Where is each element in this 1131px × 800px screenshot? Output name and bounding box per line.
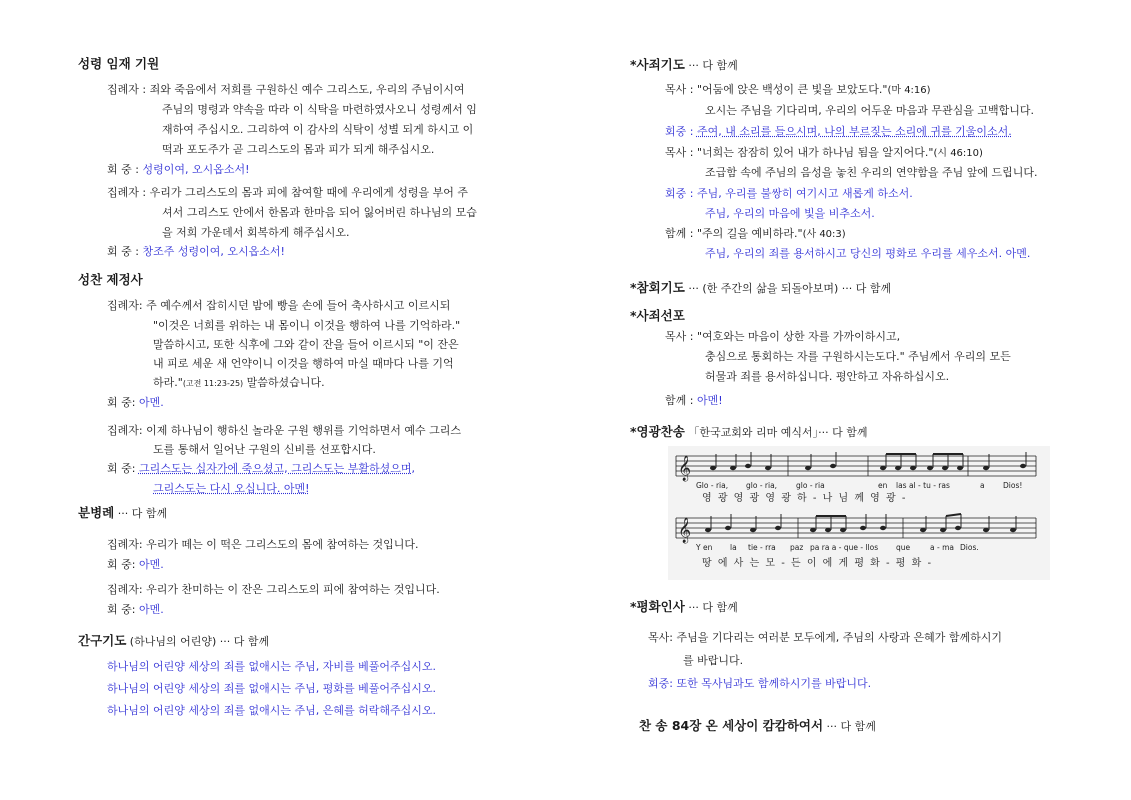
celebrant-line: 내 피로 세운 새 언약이니 이것을 행하여 마실 때마다 나를 기억	[153, 357, 454, 370]
lyric: Dios.	[960, 543, 979, 552]
pastor-line: 충심으로 통회하는 자를 구원하시는도다." 주님께서 우리의 모든	[705, 350, 1011, 363]
section-subtitle: 「한국교회와 리마 예식서」··· 다 함께	[684, 426, 868, 439]
section-title-repentance	[630, 278, 891, 296]
section-subtitle: ··· 다 함께	[684, 601, 738, 614]
section-subtitle: ··· (한 주간의 삶을 되돌아보며) ··· 다 함께	[684, 282, 892, 295]
pastor-line	[665, 82, 931, 99]
celebrant-line: 집례자: 우리가 찬미하는 이 잔은 그리스도의 피에 참여하는 것입니다.	[107, 583, 440, 596]
congregation-response	[107, 244, 285, 260]
line-text: 하라."	[153, 376, 183, 389]
lyric: glo - ria,	[746, 481, 778, 490]
pastor-line: 조급함 속에 주님의 음성을 놓친 우리의 연약함을 주님 앞에 드립니다.	[705, 166, 1038, 179]
section-title-text: 간구기도	[78, 633, 127, 648]
response-label: 회 중:	[107, 558, 139, 571]
section-subtitle: ··· 다 함께	[823, 720, 876, 733]
celebrant-line: 집례자: 주 예수께서 잡히시던 밤에 빵을 손에 들어 축사하시고 이르시되	[107, 299, 451, 312]
lyric: a - ma	[930, 543, 954, 552]
section-title-fraction	[78, 503, 167, 521]
line-text: 목사 : "너희는 잠잠히 있어 내가 하나님 됨을 알지어다."	[665, 146, 934, 159]
line-text: 목사 : "어둠에 앉은 백성이 큰 빛을 보았도다."	[665, 83, 888, 96]
section-title-gloria	[630, 422, 867, 440]
prayer-line: 하나님의 어린양 세상의 죄를 없애시는 주님, 은혜를 허락해주십시오.	[107, 704, 436, 717]
celebrant-line: 집례자: 우리가 떼는 이 떡은 그리스도의 몸에 참여하는 것입니다.	[107, 538, 419, 551]
celebrant-line: "이것은 너희를 위하는 내 몸이니 이것을 행하여 나를 기억하라."	[153, 319, 461, 332]
scripture-reference: (고전 11:23-25)	[182, 379, 244, 388]
lyric: las al - tu - ras	[896, 481, 950, 490]
scripture-reference: (마 4:16)	[887, 85, 931, 96]
pastor-line: 목사: 주님을 기다리는 여러분 모두에게, 주님의 사랑과 은혜가 함께하시기	[648, 631, 1002, 644]
celebrant-line: 을 저희 가운데서 회복하게 해주십시오.	[162, 226, 350, 239]
response-label: 회 중 :	[107, 245, 143, 258]
celebrant-line	[153, 375, 325, 392]
pastor-line: 허물과 죄를 용서하십니다. 평안하고 자유하십시오.	[705, 370, 950, 383]
staff-row-1	[676, 456, 1036, 476]
line-text: 말씀하셨습니다.	[243, 376, 325, 389]
congregation-response	[107, 461, 415, 477]
lyric: Glo - ria,	[696, 481, 729, 490]
response-label: 함께 :	[665, 394, 697, 407]
section-title-text: *평화인사	[630, 599, 685, 614]
congregation-response	[107, 162, 250, 178]
section-title-peace	[630, 597, 738, 615]
response-label: 회중 :	[665, 187, 697, 200]
latin-lyrics-row-1	[696, 481, 1022, 490]
congregation-response	[648, 676, 871, 692]
pastor-line: 목사 : "여호와는 마음이 상한 자를 가까이하시고,	[665, 330, 901, 343]
pastor-line: 를 바랍니다.	[683, 654, 744, 667]
gloria-music-score	[668, 446, 1050, 580]
lyric: glo - ria	[796, 481, 825, 490]
response-text: 그리스도는 십자가에 죽으셨고, 그리스도는 부활하셨으며,	[138, 462, 415, 475]
response-text: 주님, 우리를 불쌍히 여기시고 새롭게 하소서.	[696, 187, 913, 200]
treble-clef-icon: 𝄞	[678, 456, 692, 481]
response-text: 그리스도는 다시 오십니다. 아멘!	[153, 482, 310, 495]
response-text: 주님, 우리의 죄를 용서하시고 당신의 평화로 우리를 세우소서. 아멘.	[705, 247, 1031, 260]
congregation-response	[107, 602, 164, 618]
congregation-response	[665, 124, 1012, 140]
prayer-line: 하나님의 어린양 세상의 죄를 없애시는 주님, 평화를 베풀어주십시오.	[107, 682, 436, 695]
section-title-text: 분병례	[78, 505, 115, 520]
scripture-reference: (시 46:10)	[933, 148, 983, 159]
celebrant-line: 도를 통해서 일어난 구원의 신비를 선포합시다.	[153, 443, 376, 456]
section-title-hymn	[639, 716, 876, 734]
response-label: 회 중:	[107, 396, 139, 409]
section-title-text: 찬 송 84장 온 세상이 캄캄하여서	[639, 718, 824, 733]
music-staff-image	[668, 446, 1050, 580]
section-title-institution: 성찬 제정사	[78, 272, 143, 287]
celebrant-line: 집례자 : 죄와 죽음에서 저희를 구원하신 예수 그리스도, 우리의 주님이시여	[107, 83, 465, 96]
korean-lyrics-row-2: 땅 에 사 는 모 - 든 이 에 게 평 화 - 평 화 -	[702, 558, 933, 569]
response-text: 또한 목사님과도 함께하시기를 바랍니다.	[676, 677, 872, 690]
section-title-holy-spirit-invocation: 성령 임재 기원	[78, 56, 160, 71]
section-title-text: *참회기도	[630, 280, 685, 295]
response-text: 아멘.	[138, 603, 164, 616]
lyric: Dios!	[1003, 481, 1023, 490]
response-text: 성령이여, 오시옵소서!	[142, 163, 250, 176]
line-text: 함께 : "주의 길을 예비하라."	[665, 227, 803, 240]
section-title-confession	[630, 55, 738, 73]
section-subtitle: ··· 다 함께	[684, 59, 738, 72]
treble-clef-icon: 𝄞	[678, 518, 692, 543]
section-title-agnus-dei	[78, 631, 269, 649]
response-label: 회 중:	[107, 603, 139, 616]
prayer-line: 하나님의 어린양 세상의 죄를 없애시는 주님, 자비를 베풀어주십시오.	[107, 660, 436, 673]
scripture-reference: (사 40:3)	[802, 229, 846, 240]
response-label: 회중 :	[665, 125, 697, 138]
celebrant-line: 집례자: 이제 하나님이 행하신 놀라운 구원 행위를 기억하면서 예수 그리스	[107, 424, 461, 437]
celebrant-line: 집례자 : 우리가 그리스도의 몸과 피에 참여할 때에 우리에게 성령을 부어 주	[107, 186, 468, 199]
section-title-text: *영광찬송	[630, 424, 685, 439]
together-response	[665, 393, 723, 409]
section-title-text: *사죄기도	[630, 57, 685, 72]
celebrant-line: 말씀하시고, 또한 식후에 그와 같이 잔을 들어 이르시되 "이 잔은	[153, 338, 459, 351]
latin-lyrics-row-2	[695, 543, 979, 552]
pastor-line	[665, 145, 983, 162]
response-text: 주여, 내 소리를 들으시며, 나의 부르짖는 소리에 귀를 기울이소서.	[696, 125, 1012, 138]
response-text: 아멘.	[138, 396, 164, 409]
celebrant-line: 재하여 주십시오. 그리하여 이 감사의 식탁이 성별 되게 하시고 이	[162, 123, 474, 136]
lyric: que	[896, 543, 911, 552]
section-title-absolution: *사죄선포	[630, 308, 685, 323]
lyric: Y en	[696, 543, 713, 552]
lyric: la	[730, 543, 737, 552]
response-label: 회 중:	[107, 462, 139, 475]
celebrant-line: 셔서 그리스도 안에서 한몸과 한마음 되어 잃어버린 하나님의 모습	[162, 206, 477, 219]
congregation-response	[665, 186, 913, 202]
response-label: 회중:	[648, 677, 677, 690]
section-subtitle: (하나님의 어린양) ··· 다 함께	[126, 635, 270, 648]
lyric: paz	[790, 543, 804, 552]
lyric: pa ra a - que - llos	[810, 543, 879, 552]
pastor-line: 오시는 주님을 기다리며, 우리의 어두운 마음과 무관심을 고백합니다.	[705, 104, 1034, 117]
congregation-response	[107, 395, 164, 411]
together-line	[665, 226, 846, 243]
response-label: 회 중 :	[107, 163, 143, 176]
lyric: a	[980, 481, 985, 490]
lyric: en	[878, 481, 888, 490]
section-subtitle: ··· 다 함께	[114, 507, 168, 520]
lyric: tie - rra	[748, 543, 776, 552]
korean-lyrics-row-1: 영 광 영 광 영 광 하 - 나 님 께 영 광 -	[702, 493, 907, 504]
response-text: 주님, 우리의 마음에 빛을 비추소서.	[705, 207, 875, 220]
response-text: 창조주 성령이여, 오시옵소서!	[142, 245, 285, 258]
response-text: 아멘.	[138, 558, 164, 571]
celebrant-line: 떡과 포도주가 곧 그리스도의 몸과 피가 되게 해주십시오.	[162, 143, 435, 156]
celebrant-line: 주님의 명령과 약속을 따라 이 식탁을 마련하였사오니 성령께서 임	[162, 103, 477, 116]
response-text: 아멘!	[696, 394, 723, 407]
congregation-response	[107, 557, 164, 573]
